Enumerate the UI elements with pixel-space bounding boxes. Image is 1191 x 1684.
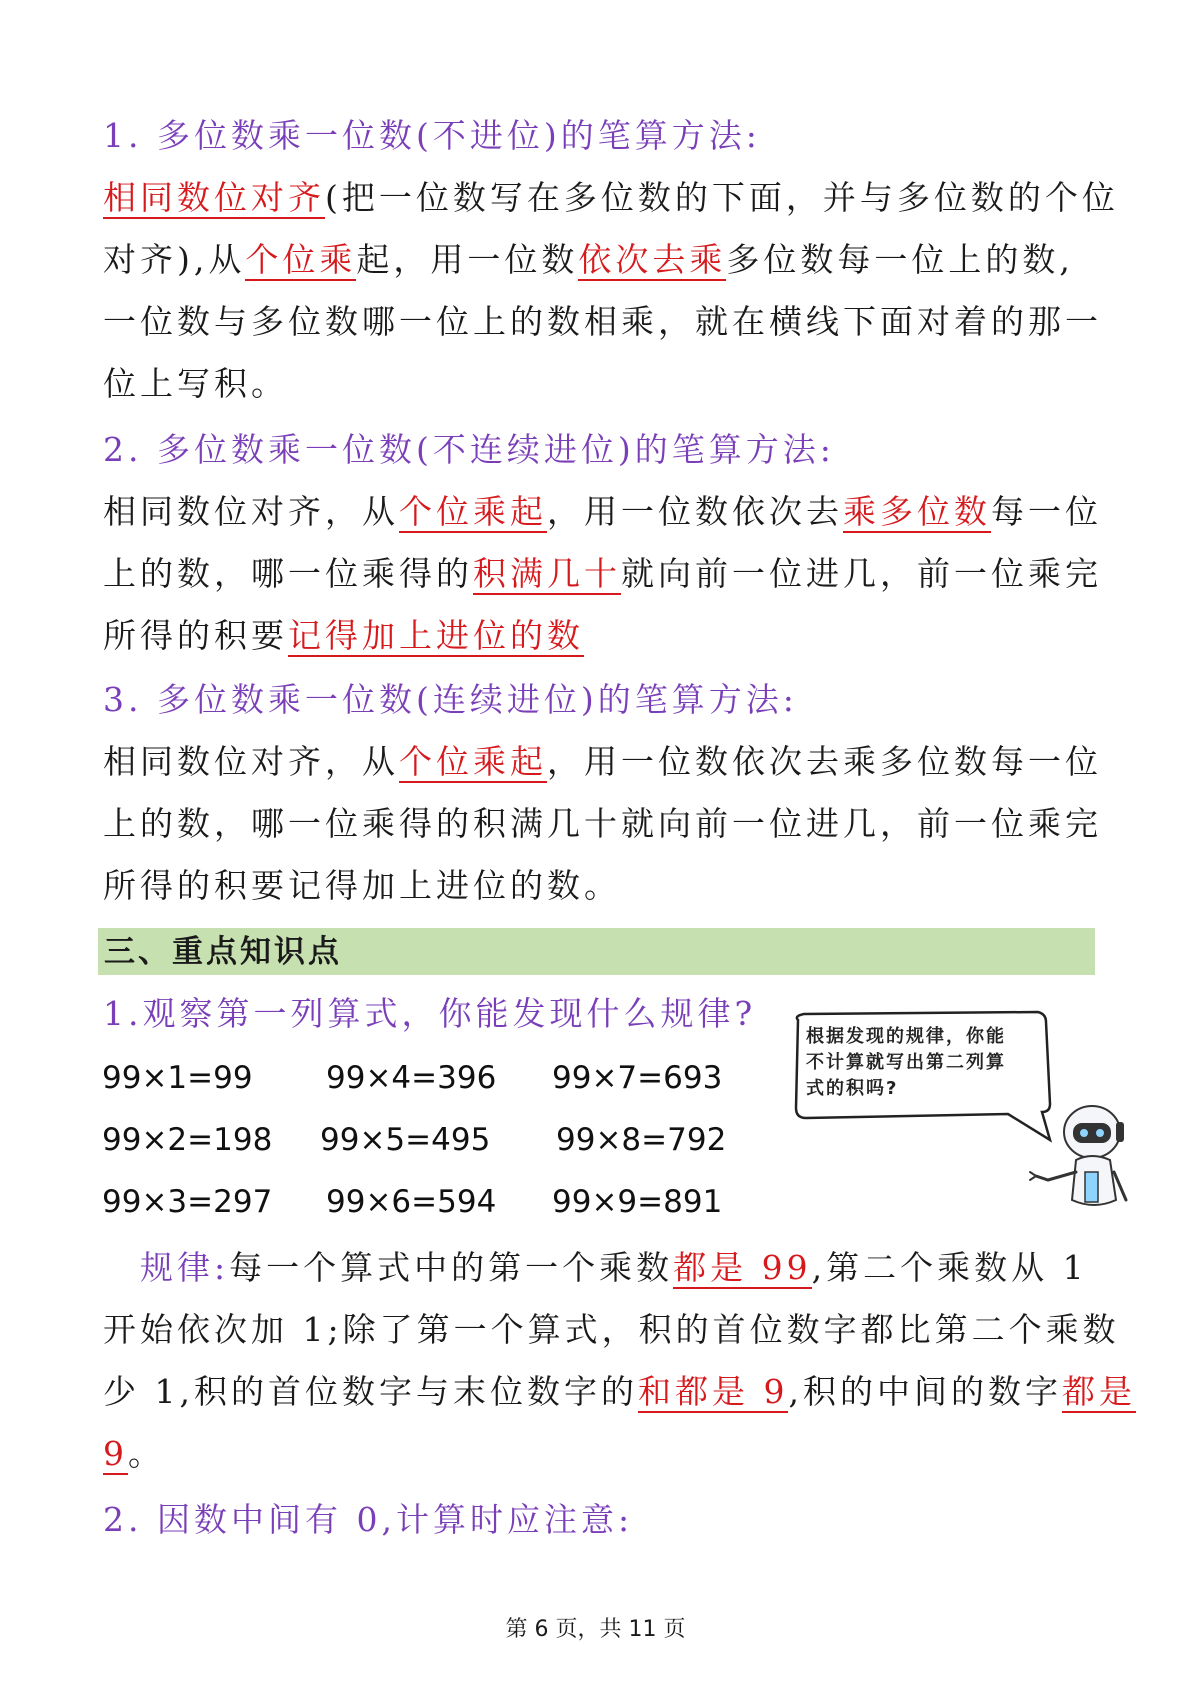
text: 就向前一位进几，前一位乘完 — [621, 554, 1102, 593]
underline-text: 依次去乘 — [578, 240, 727, 279]
equation: 99×5=495 — [320, 1122, 491, 1158]
text: 起，用一位数 — [356, 240, 579, 279]
robot-illustration — [780, 1000, 1170, 1225]
rule-line3 — [103, 1370, 1136, 1414]
text: ，用一位数依次去 — [547, 492, 843, 531]
section2-line3 — [103, 614, 584, 658]
equation: 99×3=297 — [102, 1184, 273, 1220]
text: 每一位 — [991, 492, 1102, 531]
text: 相同数位对齐，从 — [103, 742, 399, 781]
equation: 99×6=594 — [326, 1184, 497, 1220]
underline-text: 记得加上进位的数 — [288, 616, 584, 655]
rule-label: 规律: — [140, 1248, 230, 1287]
section3-line1 — [103, 740, 1102, 784]
text: 多位数每一位上的数, — [726, 240, 1074, 279]
underline-text: 个位乘 — [245, 240, 357, 279]
observation-heading: 1.观察第一列算式，你能发现什么规律? — [103, 994, 757, 1033]
bubble-line: 不计算就写出第二列算 — [806, 1052, 1006, 1073]
text: 上的数，哪一位乘得的 — [103, 554, 473, 593]
section1-line1 — [103, 176, 1119, 220]
section1-line3: 一位数与多位数哪一位上的数相乘，就在横线下面对着的那一 — [103, 302, 1102, 341]
equation: 99×7=693 — [552, 1060, 723, 1096]
underline-text: 积满几十 — [473, 554, 621, 593]
bubble-line: 式的积吗? — [806, 1078, 899, 1099]
text: ,积的中间的数字 — [788, 1372, 1062, 1411]
equation: 99×8=792 — [556, 1122, 727, 1158]
text: 对齐),从 — [103, 240, 246, 279]
section3-line2: 上的数，哪一位乘得的积满几十就向前一位进几，前一位乘完 — [103, 804, 1102, 843]
section1-line2 — [103, 238, 1074, 282]
rule-line2: 开始依次加 1;除了第一个算式，积的首位数字都比第二个乘数 — [103, 1310, 1120, 1349]
bubble-line: 根据发现的规律，你能 — [806, 1026, 1006, 1047]
section3-line3: 所得的积要记得加上进位的数。 — [103, 866, 621, 905]
section-band-title: 三、重点知识点 — [104, 934, 342, 970]
text: 每一个算式中的第一个乘数 — [229, 1248, 674, 1287]
text: ，用一位数依次去乘多位数每一位 — [547, 742, 1102, 781]
equation: 99×4=396 — [326, 1060, 497, 1096]
underline-text: 都是 99 — [673, 1248, 812, 1287]
underline-text: 个位乘起 — [399, 492, 547, 531]
section3-heading: 3. 多位数乘一位数(连续进位)的笔算方法: — [103, 680, 798, 719]
text: 相同数位对齐，从 — [103, 492, 399, 531]
text: 所得的积要 — [103, 616, 288, 655]
section2-line1 — [103, 490, 1102, 534]
underline-text: 都是 — [1061, 1372, 1136, 1411]
text: ,第二个乘数从 1 — [811, 1248, 1088, 1287]
equation: 99×1=99 — [102, 1060, 253, 1096]
section2-line2 — [103, 552, 1102, 596]
equation: 99×2=198 — [102, 1122, 273, 1158]
underline-text: 9 — [103, 1434, 128, 1473]
text: 。 — [128, 1434, 165, 1473]
rule-line1 — [140, 1246, 1088, 1290]
zero-heading: 2. 因数中间有 0,计算时应注意: — [103, 1500, 634, 1539]
text: (把一位数写在多位数的下面，并与多位数的个位 — [325, 178, 1119, 217]
underline-text: 乘多位数 — [843, 492, 991, 531]
underline-text: 相同数位对齐 — [103, 178, 325, 217]
underline-text: 和都是 9 — [637, 1372, 789, 1411]
section1-line4: 位上写积。 — [103, 364, 288, 403]
equation: 99×9=891 — [552, 1184, 723, 1220]
section1-heading: 1. 多位数乘一位数(不进位)的笔算方法: — [103, 116, 761, 155]
text: 少 1,积的首位数字与末位数字的 — [103, 1372, 638, 1411]
page-footer: 第 6 页，共 11 页 — [505, 1617, 686, 1642]
section2-heading: 2. 多位数乘一位数(不连续进位)的笔算方法: — [103, 430, 835, 469]
underline-text: 个位乘起 — [399, 742, 547, 781]
rule-line4 — [103, 1432, 165, 1476]
